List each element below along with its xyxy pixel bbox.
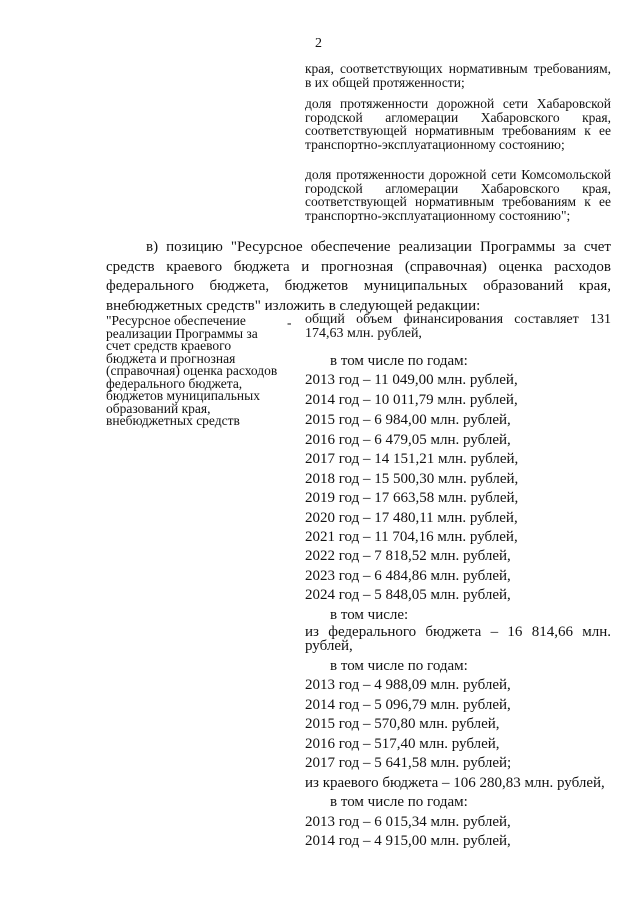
regional-year-line: 2013 год – 6 015,34 млн. рублей, xyxy=(305,814,511,830)
page-number: 2 xyxy=(315,36,322,51)
paragraph-v: в) позицию "Ресурсное обеспечение реализации Программы за счет средств краевого бюджета и прогнозная (справочная) оценка расходов федерального бюджета, бюджетов муниципальных образований края, внебюджетных средств" изложить в следующей редакции: xyxy=(106,239,611,314)
indicator-item-1: края, соответствующих нормативным требованиям, в их общей протяженности; xyxy=(305,61,611,90)
federal-year-line: 2016 год – 517,40 млн. рублей, xyxy=(305,736,500,752)
year-line: 2023 год – 6 484,86 млн. рублей, xyxy=(305,568,511,584)
total-financing: общий объем финансирования составляет 131 174,63 млн. рублей, xyxy=(305,312,611,341)
year-line: 2018 год – 15 500,30 млн. рублей, xyxy=(305,471,519,487)
federal-year-line: 2015 год – 570,80 млн. рублей, xyxy=(305,716,500,732)
regional-year-line: 2014 год – 4 915,00 млн. рублей, xyxy=(305,833,511,849)
year-line: 2020 год – 17 480,11 млн. рублей, xyxy=(305,510,518,526)
year-line: 2016 год – 6 479,05 млн. рублей, xyxy=(305,432,511,448)
federal-budget: из федерального бюджета – 16 814,66 млн. рублей, xyxy=(305,624,611,654)
year-line: 2013 год – 11 049,00 млн. рублей, xyxy=(305,372,518,388)
year-line: 2015 год – 6 984,00 млн. рублей, xyxy=(305,412,511,428)
position-name: "Ресурсное обеспечение реализации Программы за счет средств краевого бюджета и прогнозная (справочная) оценка расходов федерального бюджета, бюджетов муниципальных образований края, внебюджетных средств xyxy=(106,313,278,428)
year-line: 2019 год – 17 663,58 млн. рублей, xyxy=(305,490,519,506)
indicator-item-2: доля протяженности дорожной сети Хабаровской городской агломерации Хабаровского края, соответствующей нормативным требованиям к ее транспортно-эксплуатационному состоянию; xyxy=(305,96,611,152)
year-line: 2022 год – 7 818,52 млн. рублей, xyxy=(305,548,511,564)
regional-by-years-label: в том числе по годам: xyxy=(330,794,468,810)
regional-budget: из краевого бюджета – 106 280,83 млн. рублей, xyxy=(305,775,605,791)
federal-year-line: 2014 год – 5 096,79 млн. рублей, xyxy=(305,697,511,713)
indicator-item-3: доля протяженности дорожной сети Комсомольской городской агломерации Хабаровского края, соответствующей нормативным требованиям к ее транспортно-эксплуатационному состоянию"; xyxy=(305,167,611,223)
dash-separator: - xyxy=(287,315,292,330)
by-years-label: в том числе по годам: xyxy=(330,353,468,369)
federal-by-years-label: в том числе по годам: xyxy=(330,658,468,674)
federal-year-line: 2017 год – 5 641,58 млн. рублей; xyxy=(305,755,512,771)
year-line: 2017 год – 14 151,21 млн. рублей, xyxy=(305,451,519,467)
year-line: 2014 год – 10 011,79 млн. рублей, xyxy=(305,392,518,408)
including-label: в том числе: xyxy=(330,607,409,623)
year-line: 2024 год – 5 848,05 млн. рублей, xyxy=(305,587,511,603)
year-line: 2021 год – 11 704,16 млн. рублей, xyxy=(305,529,518,545)
federal-year-line: 2013 год – 4 988,09 млн. рублей, xyxy=(305,677,511,693)
